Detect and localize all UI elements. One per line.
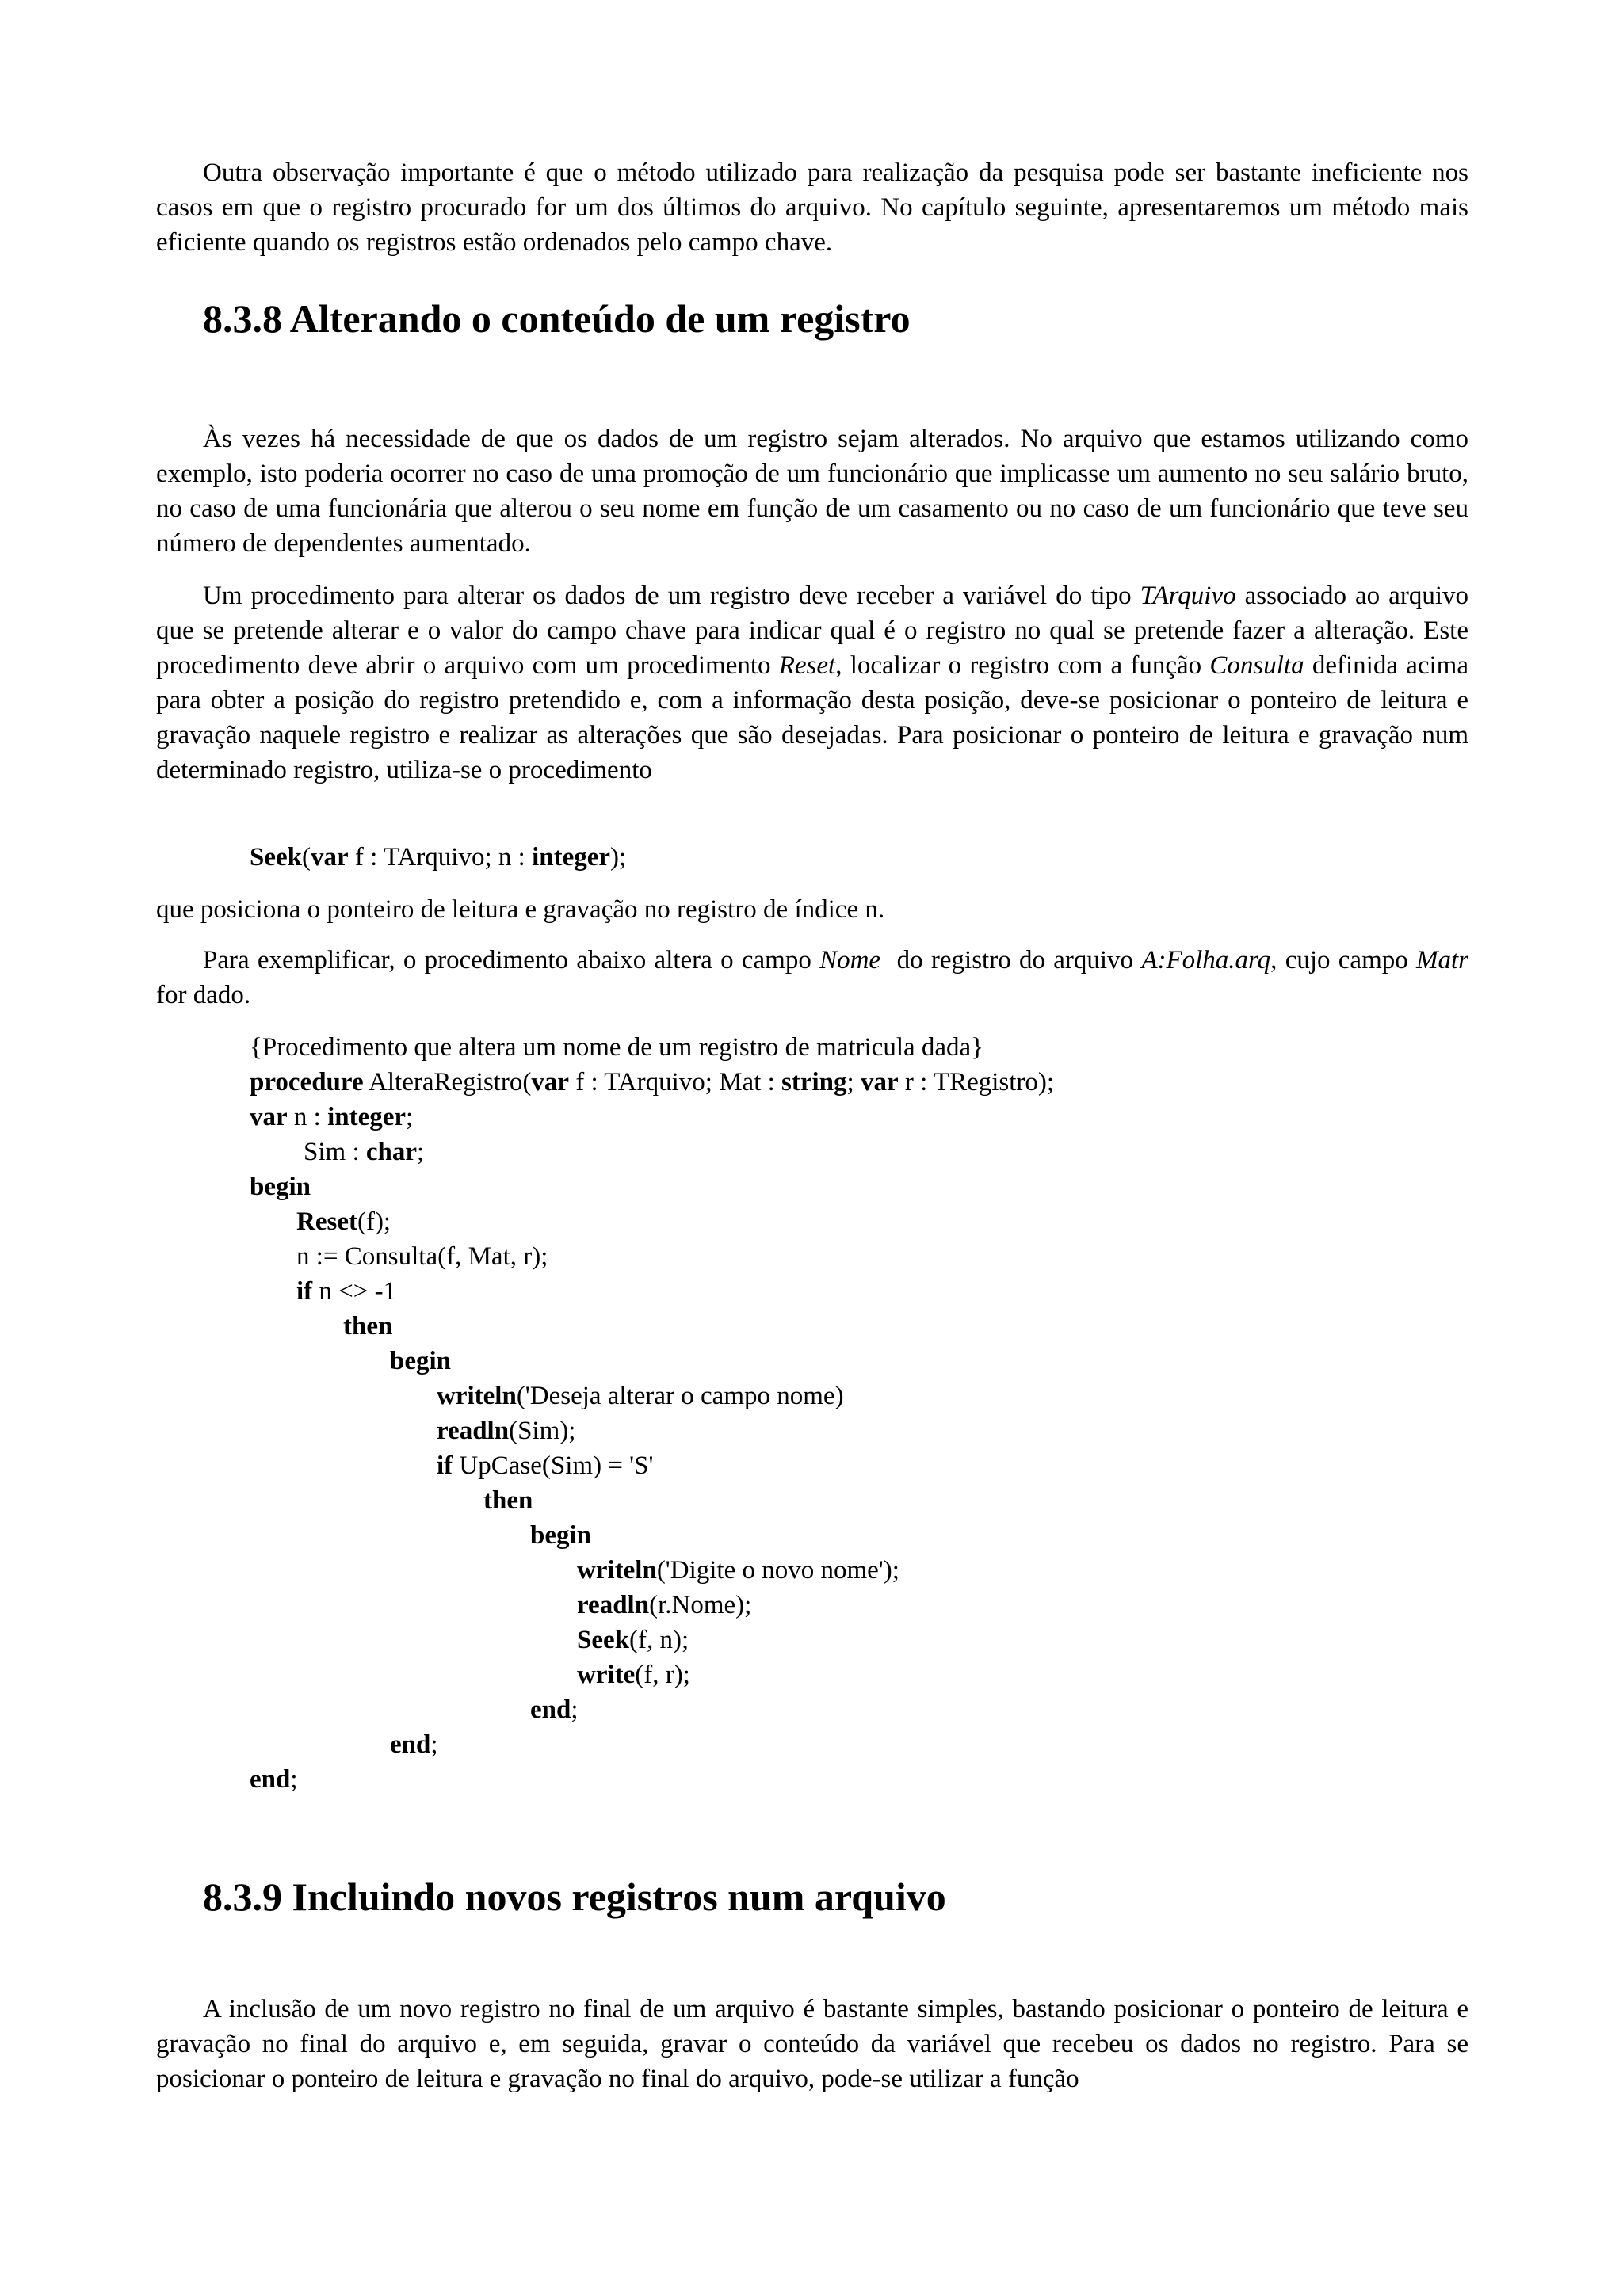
procedure-name: Reset — [778, 651, 836, 680]
code-line: begin — [530, 1521, 592, 1550]
field-name: Matr — [1416, 946, 1469, 974]
paragraph-text: A inclusão de um novo registro no final de um arquivo é bastante simples, bastando posicionar o ponteiro de leitura e gravação no final do arquivo e, em seguida, gravar o conteúdo da variável que recebeu os dados no registro. Para se posicionar o ponteiro de leitura e gravação no final do arquivo, pode-se utilizar a função — [156, 1995, 1468, 2093]
paragraph-alter-intro — [156, 421, 1468, 561]
code-line: procedure AlteraRegistro(var f : TArquivo; Mat : string; var r : TRegistro); — [250, 1068, 1055, 1097]
code-line: write(f, r); — [577, 1661, 690, 1689]
paragraph-alter-procedure: Um procedimento para alterar os dados de um registro deve receber a variável do tipo TArquivo associado ao arquivo que se pretende alterar e o valor do campo chave para indicar qual é o registro no qual se pretende fazer a alteração. Este procedimento deve abrir o arquivo com um procedimento Reset, localizar o registro com a função Consulta definida acima para obter a posição do registro pretendido e, com a informação desta posição, deve-se posicionar o ponteiro de leitura e gravação naquele registro e realizar as alterações que são desejadas. Para posicionar o ponteiro de leitura e gravação num determinado registro, utiliza-se o procedimento — [156, 582, 1468, 784]
code-line: readln(r.Nome); — [577, 1591, 752, 1619]
code-line: writeln('Digite o novo nome'); — [577, 1556, 899, 1585]
code-line: if UpCase(Sim) = 'S' — [437, 1451, 654, 1480]
code-line: Seek(f, n); — [577, 1626, 689, 1654]
code-line: end; — [390, 1730, 438, 1759]
code-line: Sim : char; — [304, 1138, 425, 1166]
code-comment: {Procedimento que altera um nome de um registro de matricula dada} — [250, 1033, 984, 1062]
section-heading-alter-record: 8.3.8 Alterando o conteúdo de um registro — [203, 296, 911, 341]
code-line: end; — [530, 1695, 579, 1724]
file-name: A:Folha.arq — [1141, 946, 1271, 974]
function-name: Consulta — [1209, 651, 1304, 680]
code-line: end; — [250, 1765, 298, 1794]
field-name: Nome — [819, 946, 881, 974]
paragraph-search-observation — [156, 155, 1468, 260]
paragraph-include-intro — [156, 1992, 1468, 2096]
type-name: TArquivo — [1140, 582, 1236, 610]
paragraph-text: Outra observação importante é que o método utilizado para realização da pesquisa pode ser bastante ineficiente nos casos em que o registro procurado for um dos últimos do arquivo. No capítulo seguinte, apresentaremos um método mais eficiente quando os registros estão ordenados pelo campo chave. — [156, 158, 1468, 257]
code-line: if n <> -1 — [296, 1277, 397, 1306]
code-line: Reset(f); — [296, 1207, 391, 1236]
code-line: writeln('Deseja alterar o campo nome) — [437, 1382, 844, 1410]
paragraph-seek-description: que posiciona o ponteiro de leitura e gravação no registro de índice n. — [156, 895, 885, 924]
code-line: begin — [390, 1347, 452, 1375]
section-heading-include-records: 8.3.9 Incluindo novos registros num arquivo — [203, 1875, 946, 1919]
seek-signature: Seek(var f : TArquivo; n : integer); — [250, 843, 627, 871]
code-line: then — [343, 1312, 393, 1341]
code-line: n := Consulta(f, Mat, r); — [296, 1242, 548, 1271]
code-line: then — [483, 1486, 533, 1515]
paragraph-example-intro: Para exemplificar, o procedimento abaixo altera o campo Nome do registro do arquivo A:Folha.arq, cujo campo Matr for dado. — [156, 946, 1469, 1009]
code-line: begin — [250, 1173, 311, 1201]
code-line: var n : integer; — [250, 1103, 414, 1131]
code-line: readln(Sim); — [437, 1417, 576, 1445]
paragraph-text: Às vezes há necessidade de que os dados de um registro sejam alterados. No arquivo que estamos utilizando como exemplo, isto poderia ocorrer no caso de uma promoção de um funcionário que implicasse um aumento no seu salário bruto, no caso de uma funcionária que alterou o seu nome em função de um casamento ou no caso de um funcionário que teve seu número de dependentes aumentado. — [156, 425, 1468, 558]
